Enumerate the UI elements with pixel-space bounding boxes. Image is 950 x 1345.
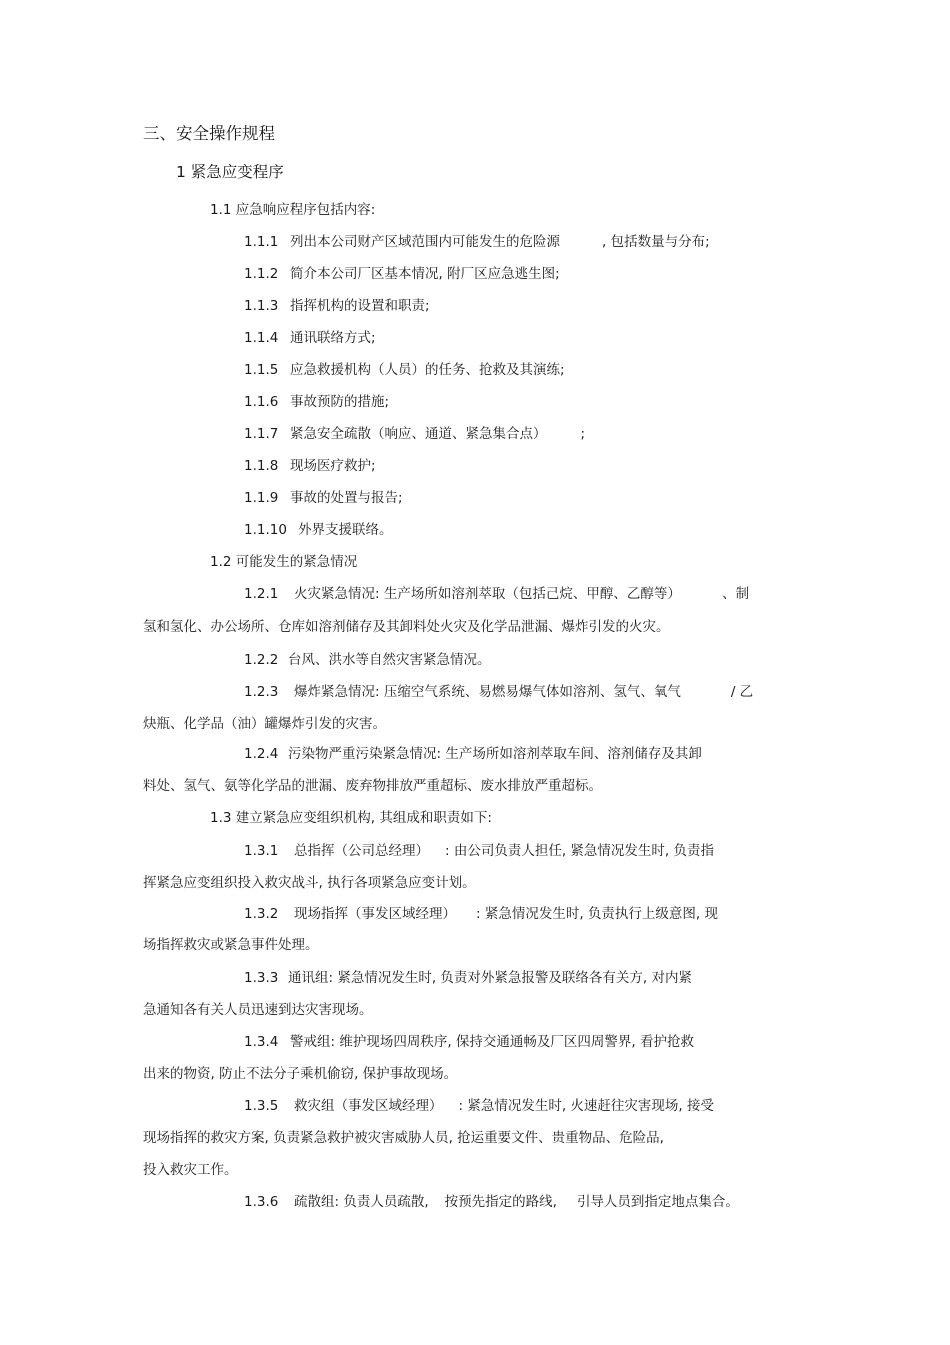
list-item-1-2-4-cont: 料处、氢气、氨等化学品的泄漏、废弃物排放严重超标、废水排放严重超标。 — [143, 778, 602, 794]
item-number: 1.1.2 — [244, 266, 279, 282]
item-text: 指挥机构的设置和职责; — [290, 298, 430, 314]
list-item-1-3-4-cont: 出来的物资, 防止不法分子乘机偷窃, 保护事故现场。 — [143, 1066, 458, 1082]
item-tail: : 紧急情况发生时, 火速赶往灾害现场, 接受 — [458, 1098, 715, 1114]
item-tail: : 由公司负责人担任, 紧急情况发生时, 负责指 — [445, 843, 715, 859]
list-item-1-1-10 — [244, 520, 393, 540]
item-text: 台风、洪水等自然灾害紧急情况。 — [288, 652, 491, 668]
item-tail: : 紧急情况发生时, 负责执行上级意图, 现 — [476, 906, 719, 922]
list-item-1-1-9 — [244, 488, 403, 508]
item-number: 1.1.8 — [244, 458, 279, 474]
list-item-1-2-2 — [244, 650, 491, 670]
item-number: 1.3.6 — [244, 1194, 279, 1210]
list-item-1-3-5-cont: 现场指挥的救灾方案, 负责紧急救护被灾害威胁人员, 抢运重要文件、贵重物品、危险品, — [143, 1130, 664, 1146]
item-tail: ; — [580, 426, 586, 442]
list-item-1-1-5 — [244, 360, 565, 380]
list-item-1-2-3-cont: 炔瓶、化学品（油）罐爆炸引发的灾害。 — [143, 716, 386, 732]
list-item-1-2-3 — [244, 682, 753, 702]
list-item-1-1-6 — [244, 392, 389, 412]
section-title: 三、安全操作规程 — [143, 124, 275, 143]
item-tail: / 乙 — [730, 684, 754, 700]
item-number: 1.3.2 — [244, 906, 279, 922]
item-number: 1.3.5 — [244, 1098, 279, 1114]
list-item-1-3-6 — [244, 1192, 739, 1212]
list-item-1-3-3 — [244, 968, 692, 988]
subsection-heading-1-2: 1.2 可能发生的紧急情况 — [210, 554, 358, 570]
list-item-1-3-3-cont: 急通知各有关人员迅速到达灾害现场。 — [143, 1002, 373, 1018]
item-number: 1.3.4 — [244, 1034, 279, 1050]
item-number: 1.1.3 — [244, 298, 279, 314]
item-number: 1.2.1 — [244, 586, 279, 602]
item-text: 污染物严重污染紧急情况: 生产场所如溶剂萃取车间、溶剂储存及其卸 — [288, 746, 702, 762]
item-text: 救灾组（事发区域经理） — [294, 1098, 443, 1114]
item-number: 1.2.4 — [244, 746, 279, 762]
item-tail: , 包括数量与分布; — [602, 234, 710, 250]
item-tail: 、制 — [722, 586, 750, 602]
list-item-1-3-1-cont: 挥紧急应变组织投入救灾战斗, 执行各项紧急应变计划。 — [143, 875, 476, 891]
item-text: 爆炸紧急情况: 压缩空气系统、易燃易爆气体如溶剂、氢气、氧气 — [294, 684, 681, 700]
subsection-heading-1-3: 1.3 建立紧急应变组织机构, 其组成和职责如下: — [210, 810, 492, 826]
list-item-1-2-1-cont: 氢和氢化、办公场所、仓库如溶剂储存及其卸料处火灾及化学品泄漏、爆炸引发的火灾。 — [143, 619, 670, 635]
list-item-1-3-5 — [244, 1096, 714, 1116]
item-number: 1.1.10 — [244, 522, 287, 538]
item-text: 列出本公司财产区域范围内可能发生的危险源 — [290, 234, 560, 250]
chapter-title: 1 紧急应变程序 — [176, 163, 284, 181]
item-number: 1.3.3 — [244, 970, 279, 986]
item-tail: 引导人员到指定地点集合。 — [576, 1194, 739, 1210]
item-number: 1.1.9 — [244, 490, 279, 506]
item-number: 1.2.3 — [244, 684, 279, 700]
list-item-1-2-1 — [244, 584, 749, 604]
list-item-1-3-5-cont2: 投入救灾工作。 — [143, 1162, 238, 1178]
item-number: 1.1.4 — [244, 330, 279, 346]
list-item-1-3-4 — [244, 1032, 694, 1052]
item-text: 总指挥（公司总经理） — [294, 843, 429, 859]
item-mid: 按预先指定的路线, — [444, 1194, 557, 1210]
item-text: 事故预防的措施; — [290, 394, 390, 410]
item-number: 1.3.1 — [244, 843, 279, 859]
item-number: 1.1.7 — [244, 426, 279, 442]
item-text: 应急救援机构（人员）的任务、抢救及其演练; — [290, 362, 565, 378]
list-item-1-3-2-cont: 场指挥救灾或紧急事件处理。 — [143, 937, 319, 953]
item-text: 现场医疗救护; — [290, 458, 376, 474]
item-text: 警戒组: 维护现场四周秩序, 保持交通通畅及厂区四周警界, 看护抢救 — [290, 1034, 695, 1050]
list-item-1-2-4 — [244, 744, 702, 764]
item-text: 外界支援联络。 — [298, 522, 393, 538]
item-number: 1.1.5 — [244, 362, 279, 378]
list-item-1-3-2 — [244, 904, 718, 924]
item-text: 简介本公司厂区基本情况, 附厂区应急逃生图; — [290, 266, 560, 282]
item-number: 1.1.1 — [244, 234, 279, 250]
list-item-1-3-1 — [244, 841, 714, 861]
list-item-1-1-1 — [244, 232, 710, 252]
item-number: 1.2.2 — [244, 652, 279, 668]
item-text: 疏散组: 负责人员疏散, — [294, 1194, 429, 1210]
item-text: 现场指挥（事发区域经理） — [294, 906, 456, 922]
item-text: 通讯组: 紧急情况发生时, 负责对外紧急报警及联络各有关方, 对内紧 — [288, 970, 693, 986]
list-item-1-1-4 — [244, 328, 376, 348]
subsection-heading-1-1: 1.1 应急响应程序包括内容: — [210, 202, 376, 218]
item-number: 1.1.6 — [244, 394, 279, 410]
item-text: 火灾紧急情况: 生产场所如溶剂萃取（包括己烷、甲醇、乙醇等） — [294, 586, 675, 602]
item-text: 紧急安全疏散（响应、通道、紧急集合点） — [290, 426, 547, 442]
item-text: 事故的处置与报告; — [290, 490, 403, 506]
list-item-1-1-8 — [244, 456, 376, 476]
item-text: 通讯联络方式; — [290, 330, 376, 346]
list-item-1-1-2 — [244, 264, 560, 284]
list-item-1-1-3 — [244, 296, 430, 316]
list-item-1-1-7 — [244, 424, 585, 444]
